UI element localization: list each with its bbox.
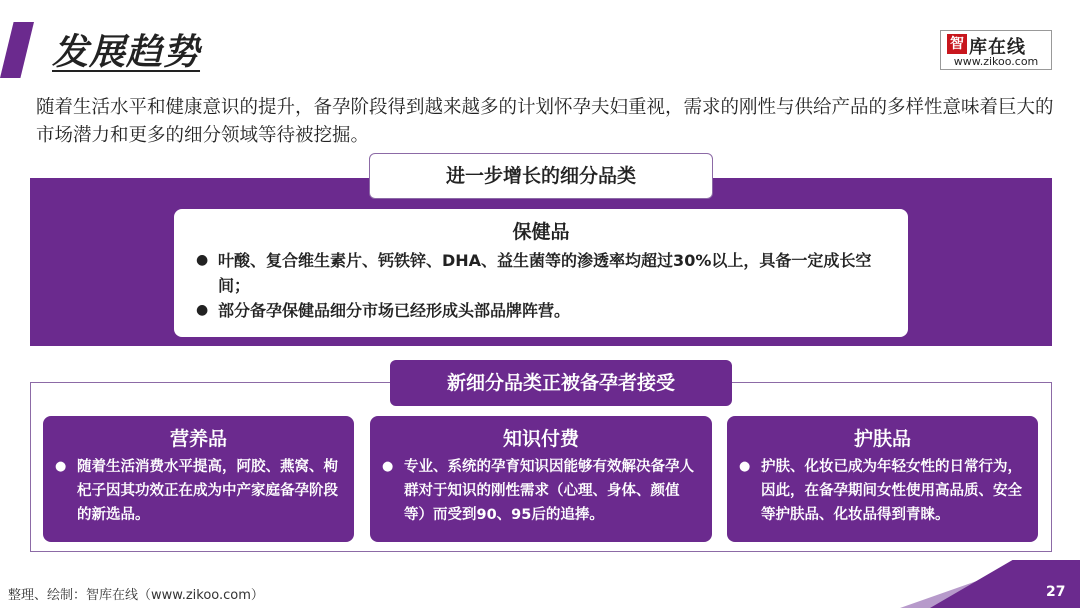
bullet-list <box>739 455 1026 527</box>
list-item-text: 护肤、化妆已成为年轻女性的日常行为，因此，在备孕期间女性使用高品质、安全等护肤品、化妆品得到青睐。 <box>761 459 1022 523</box>
card-title: 知识付费 <box>502 428 579 450</box>
upper-section-tab: 进一步增长的细分品类 <box>369 153 713 199</box>
logo-glyph: 智 <box>947 34 967 54</box>
list-item <box>382 455 700 527</box>
paid-knowledge-card <box>370 416 712 542</box>
card-title: 保健品 <box>512 221 570 243</box>
list-item-text: 随着生活消费水平提高，阿胶、燕窝、枸杞子因其功效正在成为中产家庭备孕阶段的新选品。 <box>77 459 338 523</box>
list-item-text: 部分备孕保健品细分市场已经形成头部品牌阵营。 <box>218 301 571 320</box>
logo-name: 库在线 <box>969 37 1026 58</box>
list-item-text: 叶酸、复合维生素片、钙铁锌、DHA、益生菌等的渗透率均超过30%以上，具备一定成长空间； <box>218 251 872 295</box>
list-item <box>739 455 1026 527</box>
zikoo-logo[interactable] <box>940 30 1052 70</box>
list-item <box>192 298 890 323</box>
bullet-icon: ● <box>196 252 209 268</box>
bullet-icon: ● <box>196 302 209 318</box>
list-item <box>55 455 342 527</box>
bullet-list <box>55 455 342 527</box>
source-note: 整理、绘制：智库在线（www.zikoo.com） <box>8 588 264 603</box>
bullet-icon: ● <box>739 459 751 474</box>
skincare-card <box>727 416 1038 542</box>
health-supplements-card <box>174 209 908 337</box>
page-number: 27 <box>1046 584 1066 600</box>
bullet-icon: ● <box>55 459 67 474</box>
page-title: 发展趋势 <box>52 32 201 73</box>
nutrition-card <box>43 416 354 542</box>
list-item-text: 专业、系统的孕育知识因能够有效解决备孕人群对于知识的刚性需求（心理、身体、颜值等）而受到90、95后的追捧。 <box>404 459 694 523</box>
intro-paragraph: 随着生活水平和健康意识的提升，备孕阶段得到越来越多的计划怀孕夫妇重视，需求的刚性与供给产品的多样性意味着巨大的市场潜力和更多的细分领域等待被挖掘。 <box>36 97 1054 146</box>
logo-url: www.zikoo.com <box>953 55 1039 68</box>
card-title: 营养品 <box>169 428 227 450</box>
bullet-list <box>192 248 890 323</box>
lower-section-tab: 新细分品类正被备孕者接受 <box>390 360 732 406</box>
bullet-icon: ● <box>382 459 394 474</box>
bullet-list <box>382 455 700 527</box>
list-item <box>192 248 890 298</box>
card-title: 护肤品 <box>853 428 911 450</box>
title-accent-bar <box>0 22 34 78</box>
